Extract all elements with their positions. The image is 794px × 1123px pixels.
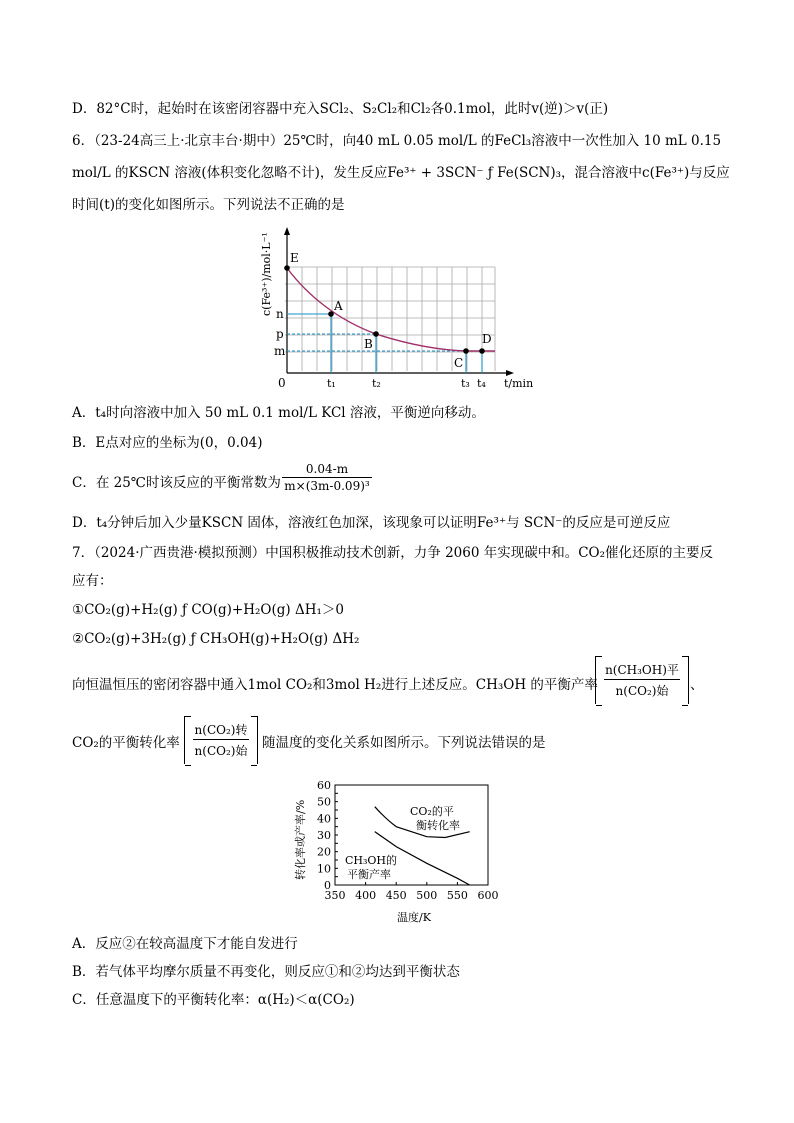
fe-concentration-chart <box>250 224 550 394</box>
q7-fraction-1-num: n(CH₃OH)平 <box>604 661 680 680</box>
point-e <box>284 265 290 271</box>
q7-reaction-1: ①CO₂(g)+H₂(g) ƒ CO(g)+H₂O(g) ΔH₁＞0 <box>72 602 344 618</box>
q6-option-b: B．E点对应的坐标为(0，0.04) <box>72 435 263 451</box>
y-tick-label: 0 <box>324 879 331 892</box>
q7-stem-line3: 向恒温恒压的密闭容器中通入1mol CO₂和3mol H₂进行上述反应。CH₃OH 的平衡产率 <box>72 677 598 693</box>
q6-option-a: A．t₄时向溶液中加入 50 mL 0.1 mol/L KCl 溶液，平衡逆向移动。 <box>72 405 485 421</box>
q6-option-d: D．t₄分钟后加入少量KSCN 固体，溶液红色加深，该现象可以证明Fe³⁺与 SCN⁻的反应是可逆反应 <box>72 515 671 531</box>
x-tick-label: 400 <box>355 889 377 902</box>
annotation-co2-line1: CO₂的平 <box>410 805 454 818</box>
temperature-chart <box>290 775 505 925</box>
point-c-label: C <box>454 356 464 370</box>
point-d <box>479 348 485 354</box>
x-tick-t2: t₂ <box>372 377 381 390</box>
point-d-label: D <box>482 332 492 346</box>
point-b <box>373 331 379 337</box>
y-tick-label: 40 <box>317 812 331 826</box>
q7-stem-line1: 7．（2024·广西贵港·模拟预测）中国积极推动技术创新，力争 2060 年实现碳中和。CO₂催化还原的主要反 <box>72 545 714 561</box>
annotation-co2-line2: 衡转化率 <box>416 819 460 832</box>
q6-option-c: C．在 25℃时该反应的平衡常数为 <box>72 475 281 491</box>
y-tick-label: 50 <box>317 795 331 809</box>
y-tick-p: p <box>276 327 284 341</box>
x-axis-label: t/min <box>504 377 534 390</box>
q7-line4-suffix: 随温度的变化关系如图所示。下列说法错误的是 <box>262 735 546 751</box>
q7-fraction-1 <box>595 656 689 704</box>
q7-option-a: A．反应②在较高温度下才能自发进行 <box>72 936 298 952</box>
x-tick-label: 550 <box>446 889 468 902</box>
point-a-label: A <box>334 299 343 313</box>
y-axis-label: c(Fe³⁺)/mol·L⁻¹ <box>260 232 273 316</box>
annotation-ch3oh-line1: CH₃OH的 <box>345 854 398 867</box>
x-tick-t4: t₄ <box>477 377 486 390</box>
q7-fraction-2-den: n(CO₂)始 <box>194 744 248 758</box>
y-tick-label: 60 <box>317 779 331 792</box>
point-c <box>463 348 469 354</box>
q7-option-b: B．若气体平均摩尔质量不再变化，则反应①和②均达到平衡状态 <box>72 964 460 980</box>
q7-stem-line4: CO₂的平衡转化率 <box>72 735 180 751</box>
q7-reaction-2: ②CO₂(g)+3H₂(g) ƒ CH₃OH(g)+H₂O(g) ΔH₂ <box>72 631 360 647</box>
x-tick-t1: t₁ <box>327 377 336 390</box>
q5-option-d: D．82°C时，起始时在该密闭容器中充入SCl₂、S₂Cl₂和Cl₂各0.1mol，此时v(逆)＞v(正) <box>72 101 609 117</box>
grid <box>285 267 495 371</box>
origin-label: 0 <box>278 376 286 390</box>
q7-fraction-1-den: n(CO₂)始 <box>615 684 669 698</box>
q7-stem-line2: 应有： <box>72 573 113 589</box>
point-e-label: E <box>290 251 299 265</box>
point-b-label: B <box>364 337 373 351</box>
annotation-ch3oh-line2: 平衡产率 <box>347 868 391 881</box>
y-tick-label: 30 <box>317 829 331 842</box>
q6-c-numerator: 0.04-m <box>282 462 372 478</box>
q7-option-c: C．任意温度下的平衡转化率：α(H₂)＜α(CO₂) <box>72 992 355 1008</box>
q6-c-fraction <box>282 462 372 493</box>
y-tick-label: 10 <box>317 862 331 876</box>
x-tick-label: 600 <box>477 889 499 902</box>
y-tick-m: m <box>274 344 286 358</box>
x-axis-title: 温度/K <box>397 911 431 924</box>
x-tick-t3: t₃ <box>461 377 470 390</box>
x-tick-label: 500 <box>416 889 438 902</box>
y-axis-title: 转化率或产率/% <box>294 799 307 880</box>
q6-stem-line3: 时间(t)的变化如图所示。下列说法不正确的是 <box>72 197 345 213</box>
x-tick-label: 450 <box>385 889 407 902</box>
concentration-curve <box>287 268 495 351</box>
point-a <box>328 311 334 317</box>
q7-fraction-2-num: n(CO₂)转 <box>193 721 249 740</box>
q7-fraction-2 <box>184 716 258 764</box>
q7-line3-suffix: 、 <box>690 677 704 693</box>
q6-c-denominator: m×(3m-0.09)³ <box>284 479 370 493</box>
q6-stem-line2: mol/L 的KSCN 溶液(体积变化忽略不计)，发生反应Fe³⁺ + 3SCN⁻ ƒ Fe(SCN)₃，混合溶液中c(Fe³⁺)与反应 <box>72 165 730 181</box>
q6-stem-line1: 6．（23-24高三上·北京丰台·期中）25℃时，向40 mL 0.05 mol/L 的FeCl₃溶液中一次性加入 10 mL 0.15 <box>72 133 722 149</box>
y-tick-n: n <box>276 307 284 321</box>
x-tick-label: 350 <box>324 889 346 902</box>
y-tick-label: 20 <box>317 845 331 859</box>
